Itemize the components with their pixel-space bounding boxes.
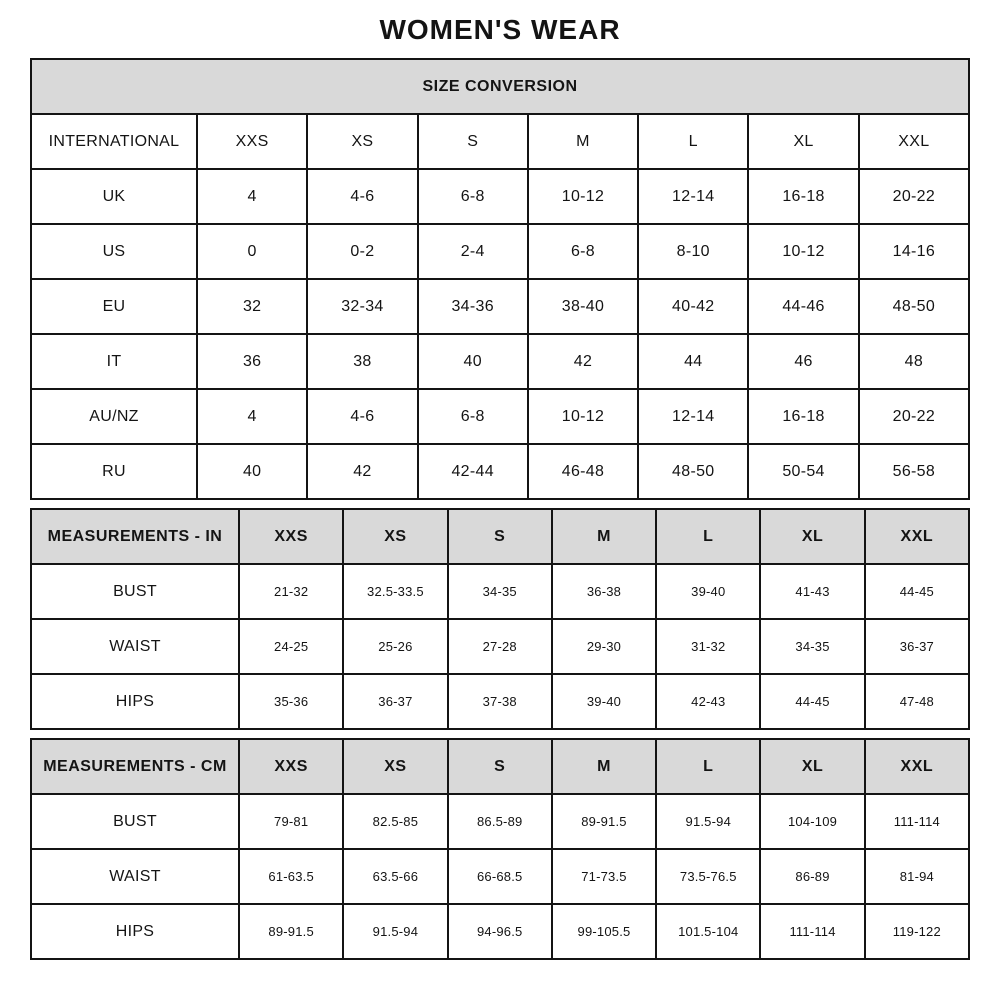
size-conversion-table xyxy=(30,58,970,500)
size-value: 42 xyxy=(528,334,638,389)
size-value: 4-6 xyxy=(307,169,417,224)
measurement-value: 111-114 xyxy=(760,904,864,959)
table-header-row xyxy=(31,59,969,114)
size-value: 48 xyxy=(859,334,969,389)
column-header: L xyxy=(656,509,760,564)
size-value: 6-8 xyxy=(528,224,638,279)
size-value: 0-2 xyxy=(307,224,417,279)
size-value: 14-16 xyxy=(859,224,969,279)
row-label: HIPS xyxy=(31,674,239,729)
measurement-value: 44-45 xyxy=(865,564,969,619)
table-row xyxy=(31,169,969,224)
measurement-value: 119-122 xyxy=(865,904,969,959)
measurement-value: 71-73.5 xyxy=(552,849,656,904)
column-header: XXL xyxy=(865,739,969,794)
measurement-value: 39-40 xyxy=(552,674,656,729)
size-value: 10-12 xyxy=(528,169,638,224)
column-header: XXS xyxy=(239,739,343,794)
measurement-value: 86-89 xyxy=(760,849,864,904)
measurement-value: 86.5-89 xyxy=(448,794,552,849)
measurement-value: 79-81 xyxy=(239,794,343,849)
table-row xyxy=(31,849,969,904)
column-header: XS xyxy=(343,509,447,564)
table-row xyxy=(31,794,969,849)
measurement-value: 111-114 xyxy=(865,794,969,849)
measurement-value: 35-36 xyxy=(239,674,343,729)
measurements-in-header: MEASUREMENTS - IN xyxy=(31,509,239,564)
size-value: 42 xyxy=(307,444,417,499)
size-value: 46 xyxy=(748,334,858,389)
measurement-value: 89-91.5 xyxy=(552,794,656,849)
measurements-cm-header: MEASUREMENTS - CM xyxy=(31,739,239,794)
table-row xyxy=(31,224,969,279)
column-header: L xyxy=(656,739,760,794)
size-value: 44 xyxy=(638,334,748,389)
size-value: 48-50 xyxy=(638,444,748,499)
column-header: S xyxy=(448,739,552,794)
column-header: M xyxy=(552,509,656,564)
size-value: 40 xyxy=(418,334,528,389)
row-label: UK xyxy=(31,169,197,224)
measurement-value: 41-43 xyxy=(760,564,864,619)
size-value: 12-14 xyxy=(638,389,748,444)
measurement-value: 24-25 xyxy=(239,619,343,674)
row-label: RU xyxy=(31,444,197,499)
row-label: WAIST xyxy=(31,849,239,904)
measurement-value: 32.5-33.5 xyxy=(343,564,447,619)
measurement-value: 61-63.5 xyxy=(239,849,343,904)
size-value: 36 xyxy=(197,334,307,389)
column-header: XL xyxy=(748,114,858,169)
measurement-value: 27-28 xyxy=(448,619,552,674)
column-header: XXS xyxy=(239,509,343,564)
size-value: 4 xyxy=(197,389,307,444)
row-label: BUST xyxy=(31,794,239,849)
size-value: 40 xyxy=(197,444,307,499)
measurement-value: 25-26 xyxy=(343,619,447,674)
page-title: WOMEN'S WEAR xyxy=(379,14,621,45)
column-header: XS xyxy=(307,114,417,169)
size-value: 20-22 xyxy=(859,169,969,224)
size-value: 10-12 xyxy=(528,389,638,444)
measurement-value: 63.5-66 xyxy=(343,849,447,904)
measurement-value: 21-32 xyxy=(239,564,343,619)
column-header: S xyxy=(418,114,528,169)
measurement-value: 91.5-94 xyxy=(343,904,447,959)
size-value: 44-46 xyxy=(748,279,858,334)
measurement-value: 34-35 xyxy=(448,564,552,619)
size-value: 6-8 xyxy=(418,169,528,224)
row-label: WAIST xyxy=(31,619,239,674)
column-header: XL xyxy=(760,739,864,794)
measurement-value: 42-43 xyxy=(656,674,760,729)
column-header: M xyxy=(528,114,638,169)
table-row xyxy=(31,619,969,674)
measurement-value: 101.5-104 xyxy=(656,904,760,959)
size-value: 10-12 xyxy=(748,224,858,279)
row-label: BUST xyxy=(31,564,239,619)
size-value: 2-4 xyxy=(418,224,528,279)
measurement-value: 66-68.5 xyxy=(448,849,552,904)
size-conversion-header: SIZE CONVERSION xyxy=(31,59,969,114)
measurement-value: 31-32 xyxy=(656,619,760,674)
size-value: 38-40 xyxy=(528,279,638,334)
column-header: XXL xyxy=(865,509,969,564)
table-header-row xyxy=(31,509,969,564)
measurement-value: 29-30 xyxy=(552,619,656,674)
measurement-value: 39-40 xyxy=(656,564,760,619)
measurement-value: 36-38 xyxy=(552,564,656,619)
size-value: 40-42 xyxy=(638,279,748,334)
size-value: 4-6 xyxy=(307,389,417,444)
size-value: 32-34 xyxy=(307,279,417,334)
measurement-value: 81-94 xyxy=(865,849,969,904)
size-value: 48-50 xyxy=(859,279,969,334)
size-value: 42-44 xyxy=(418,444,528,499)
column-header-row xyxy=(31,114,969,169)
measurements-cm-table xyxy=(30,738,970,960)
table-row xyxy=(31,334,969,389)
column-header: M xyxy=(552,739,656,794)
measurement-value: 37-38 xyxy=(448,674,552,729)
column-header: XXS xyxy=(197,114,307,169)
table-row xyxy=(31,564,969,619)
column-header: S xyxy=(448,509,552,564)
measurements-in-table xyxy=(30,508,970,730)
size-value: 8-10 xyxy=(638,224,748,279)
measurement-value: 99-105.5 xyxy=(552,904,656,959)
measurement-value: 89-91.5 xyxy=(239,904,343,959)
measurement-value: 82.5-85 xyxy=(343,794,447,849)
measurement-value: 47-48 xyxy=(865,674,969,729)
size-value: 46-48 xyxy=(528,444,638,499)
measurement-value: 44-45 xyxy=(760,674,864,729)
row-label: AU/NZ xyxy=(31,389,197,444)
measurement-value: 36-37 xyxy=(865,619,969,674)
table-header-row xyxy=(31,739,969,794)
row-label: US xyxy=(31,224,197,279)
column-header: XS xyxy=(343,739,447,794)
size-value: 32 xyxy=(197,279,307,334)
table-row xyxy=(31,279,969,334)
table-row xyxy=(31,389,969,444)
column-header: INTERNATIONAL xyxy=(31,114,197,169)
size-value: 16-18 xyxy=(748,389,858,444)
measurement-value: 104-109 xyxy=(760,794,864,849)
size-value: 20-22 xyxy=(859,389,969,444)
column-header: L xyxy=(638,114,748,169)
column-header: XL xyxy=(760,509,864,564)
size-value: 12-14 xyxy=(638,169,748,224)
size-value: 50-54 xyxy=(748,444,858,499)
table-row xyxy=(31,674,969,729)
table-row xyxy=(31,904,969,959)
column-header: XXL xyxy=(859,114,969,169)
measurement-value: 94-96.5 xyxy=(448,904,552,959)
measurement-value: 36-37 xyxy=(343,674,447,729)
row-label: HIPS xyxy=(31,904,239,959)
size-value: 6-8 xyxy=(418,389,528,444)
table-row xyxy=(31,444,969,499)
size-value: 34-36 xyxy=(418,279,528,334)
measurement-value: 34-35 xyxy=(760,619,864,674)
size-value: 4 xyxy=(197,169,307,224)
size-value: 0 xyxy=(197,224,307,279)
size-value: 16-18 xyxy=(748,169,858,224)
size-value: 38 xyxy=(307,334,417,389)
row-label: EU xyxy=(31,279,197,334)
row-label: IT xyxy=(31,334,197,389)
measurement-value: 91.5-94 xyxy=(656,794,760,849)
size-value: 56-58 xyxy=(859,444,969,499)
measurement-value: 73.5-76.5 xyxy=(656,849,760,904)
